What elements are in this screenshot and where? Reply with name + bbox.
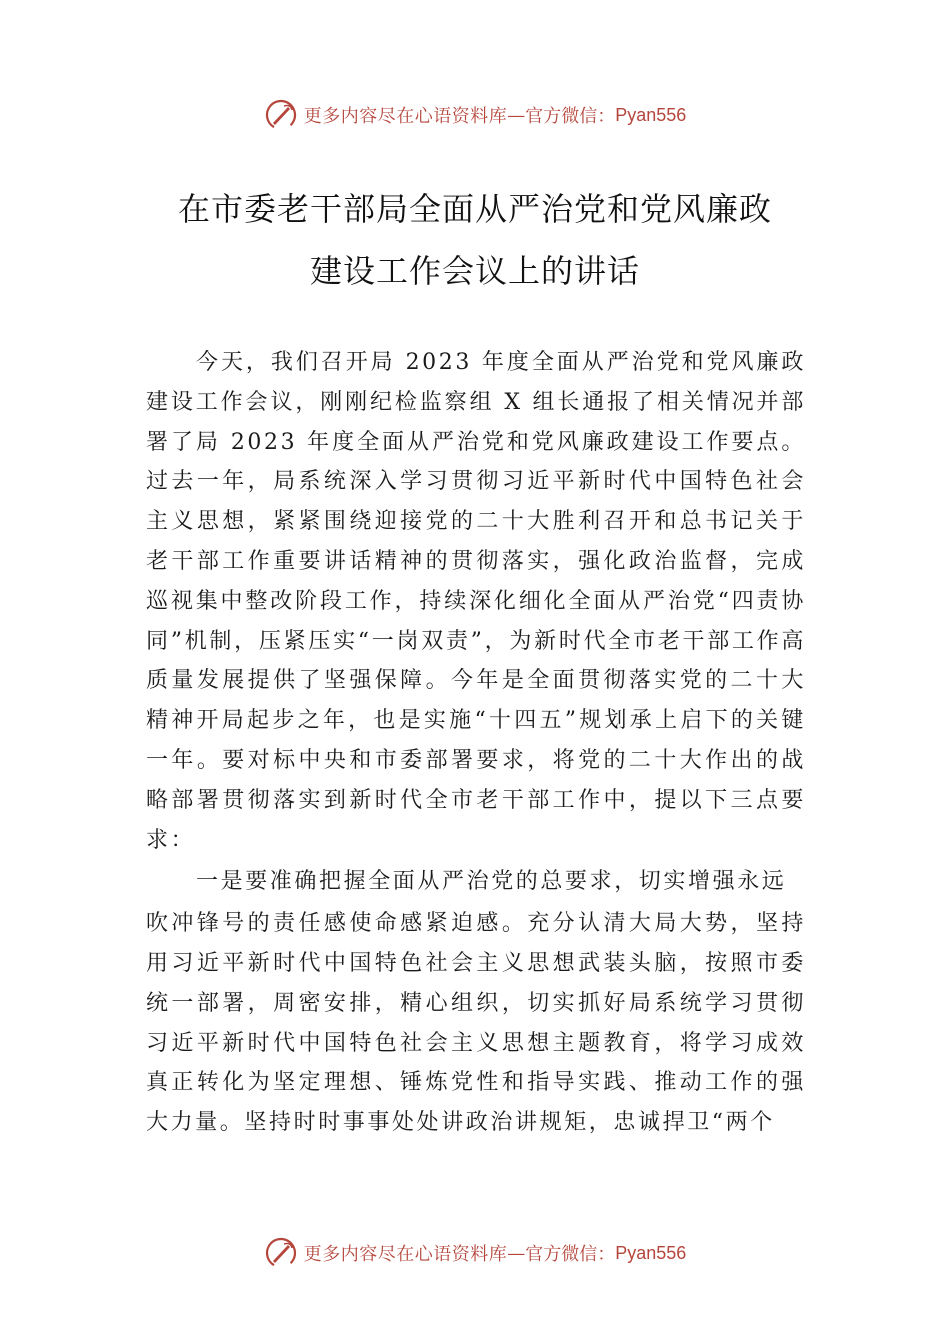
quill-logo-icon [264,98,298,132]
watermark-dash: — [507,1242,526,1264]
title-line-2: 建设工作会议上的讲话 [309,252,640,290]
paragraph-intro: 今天，我们召开局 2023 年度全面从严治党和党风廉政建设工作会议，刚刚纪检监察组 X 组长通报了相关情况并部署了局 2023 年度全面从严治党和党风廉政建设工作要点。过去一年，局系统深入学习贯彻习近平新时代中国特色社会主义思想，紧紧围绕迎接党的二十大胜利召开和总书记关于老干部工作重要讲话精神的贯彻落实，强化政治监督，完成巡视集中整改阶段工作，持续深化细化全面从严治党“四责协同”机制，压紧压实“一岗双责”，为新时代全市老干部工作高质量发展提供了坚强保障。今年是全面贯彻落实党的二十大精神开局起步之年，也是实施“十四五”规划承上启下的关键一年。要对标中央和市委部署要求，将党的二十大作出的战略部署贯彻落实到新时代全市老干部工作中，提以下三点要求： [146,350,806,853]
watermark-wechat-label: 官方微信： [525,106,616,127]
watermark-dash: — [507,104,526,126]
watermark-wechat-id: Pyan556 [615,104,687,125]
watermark-wechat-id: Pyan556 [615,1242,687,1263]
watermark-text: 更多内容尽在心语资料库 [303,1244,508,1265]
watermark-text: 更多内容尽在心语资料库 [303,106,508,127]
header-watermark [0,95,950,135]
paragraph-point-one-heading: 一是要准确把握全面从严治党的总要求，切实增强永远 [196,869,787,895]
footer-watermark [0,1233,950,1273]
document-body [146,343,806,1143]
paragraph-point-one-body: 吹冲锋号的责任感使命感紧迫感。充分认清大局大势，坚持用习近平新时代中国特色社会主义思想武装头脑，按照市委统一部署，周密安排，精心组织，切实抓好局系统学习贯彻习近平新时代中国特色社会主义思想主题教育，将学习成效真正转化为坚定理想、锤炼党性和指导实践、推动工作的强大力量。坚持时时事事处处讲政治讲规矩，忠诚捍卫“两个 [146,911,806,1136]
quill-logo-icon [264,1236,298,1270]
document-title [100,178,850,302]
title-line-1: 在市委老干部局全面从严治党和党风廉政 [177,190,772,228]
watermark-wechat-label: 官方微信： [525,1244,616,1265]
